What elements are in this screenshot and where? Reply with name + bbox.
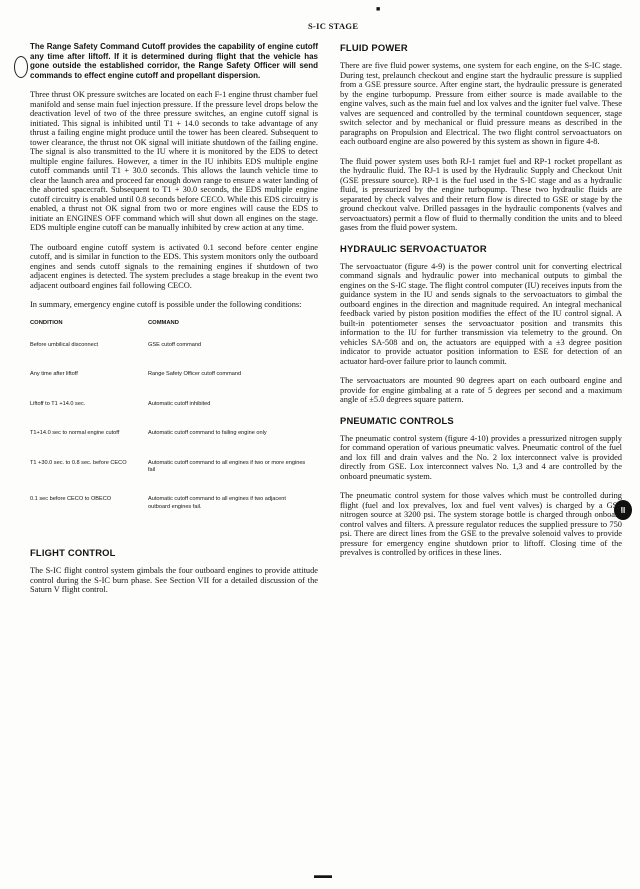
right-column [340, 42, 622, 568]
table-cell-condition: T1 +30.0 sec. to 0.8 sec. before CECO [30, 459, 127, 466]
table-cell-command: Range Safety Officer cutoff command [148, 371, 242, 378]
left-column [30, 42, 318, 605]
footer-mark: ▬▬ [314, 870, 332, 880]
table-cell-command: Automatic cutoff inhibited [148, 400, 211, 407]
table-cell-condition: Before umbilical disconnect [30, 341, 99, 348]
table-cell-condition: T1+14.0 sec to normal engine cutoff [30, 430, 120, 437]
table-cell-command: GSE cutoff command [148, 341, 202, 348]
paragraph-fluid-power-2: The fluid power system uses both RJ-1 ramjet fuel and RP-1 rocket propellant as the hydraulic fluid. The RJ-1 is used by the Hydraulic Supply and Checkout Unit (GSE pressure source). RP-1 is the fuel used in the S-IC stage and as a hydraulic fluid, is pressurized by the engine turbopump. These two hydraulic fluids are separated by check valves and their return flow is directed to GSE or stage by the ground checkout valve. Drilled passages in the hydraulic components (valves and servoactuators) permit a flow of fluid to thermally condition the units and to bleed gases from the fluid power system. [340, 156, 622, 232]
table-cell-condition: 0.1 sec before CECO to OBECO [30, 496, 112, 503]
table-cell-command: Automatic cutoff command to all engines if two or more engines fail [148, 459, 306, 473]
table-row [30, 342, 315, 371]
paragraph-summary: In summary, emergency engine cutoff is possible under the following conditions: [30, 300, 302, 310]
table-cell-command: Automatic cutoff command to all engines if two adjacent outboard engines fail. [148, 496, 286, 510]
table-cell-condition: Any time after liftoff [30, 371, 78, 378]
paragraph-fluid-power-1: There are five fluid power systems, one system for each engine, on the S-IC stage. During test, prelaunch checkout and engine start the hydraulic pressure is supplied from a GSE pressure source. After engine start, the hydraulic pressure is generated by the engine turbopump. Pressure from either source is made available to the engine valves, such as the main fuel and lox valves and the igniter fuel valve. These valves are sequenced and controlled by the terminal countdown sequencer, stage switch selector and by mechanical or fluid pressure means as described in the paragraphs on Propulsion and Electrical. The two flight control servoactuators on each outboard engine are also powered by this system as shown in figure 4-8. [340, 61, 622, 146]
paragraph-outboard-cutoff: The outboard engine cutoff system is activated 0.1 second before center engine cutoff, and is similar in function to the EDS. This system monitors only the outboard engines and sends cutoff signals to the remaining engines if shutdown of two adjacent engines is detected. The system precludes a stage breakup in the event two adjacent outboard engines fail following CECO. [30, 242, 318, 290]
paragraph-pneumatic-2: The pneumatic control system for those valves which must be controlled during flight (fuel and lox prevalves, lox and fuel vent valves) is charged by a GSF nitrogen source at 3200 psi. The system storage bottle is charged through onboard control valves and filters. A pressure regulator reduces the supplied pressure to 750 psi. There are direct lines from the GSE to the prevalve solenoid valves to provide pressure for emergency engine shutdown prior to liftoff. Closing time of the prevalves is controlled by orifices in these lines. [340, 491, 622, 557]
paragraph-thrust-ok: Three thrust OK pressure switches are located on each F-1 engine thrust chamber fuel manifold and sense main fuel injection pressure. If the pressure level drops below the deactivation level of two of the three pressure switches, an engine cutoff signal is initiated. This signal is inhibited until T1 + 14.0 seconds to take advantage of any thrust a failing engine might produce until the tower has been cleared. Subsequent to tower clearance, the thrust not OK signal will initiate shutdown of the failing engine. The signal is also transmitted to the IU where it is monitored by the EDS to detect multiple engine failures. However, a timer in the IU inhibits EDS multiple engine cutoff commands until T1 + 30.0 seconds. This allows the launch vehicle time to clear the launch area and proceed far enough down range to ensure a water landing of the aborted spacecraft. Subsequent to T1 + 30.0 seconds, the EDS multiple engine cutoff circuitry is enabled until 0.8 seconds before CECO. While this EDS circuitry is enabled, a thrust not OK signal from two or more engines will cause the EDS to initiate an ENGINES OFF command which will shut down all engines on the stage. EDS multiple engine cutoff can be manually inhibited by crew action at any time. [30, 90, 318, 233]
heading-hydraulic-servoactuator: HYDRAULIC SERVOACTUATOR [340, 242, 487, 254]
paragraph-hydraulic-1: The servoactuator (figure 4-9) is the power control unit for converting electrical command signals and hydraulic power into mechanical outputs to gimbal the engines on the S-IC stage. The flight control computer (IU) receives inputs from the guidance system in the IU and sends signals to the servoactuators to gimbal the outboard engines in the direction and magnitude required. An integral mechanical feedback varied by piston position modifies the effect of the IU control signal. A built-in potentiometer senses the servoactuator position and transmits this information to the IU for further transmission via telemetry to the ground. On vehicles SA-508 and on, the actuators are equipped with a ±3 degree position indicator to provide actuator position information to ESE for detection of an actuator hard-over failure prior to launch commit. [340, 261, 622, 366]
table-row [30, 496, 315, 533]
table-row [30, 460, 315, 497]
heading-flight-control: FLIGHT CONTROL [30, 547, 116, 559]
table-row [30, 430, 315, 459]
table-row [30, 371, 315, 400]
paragraph-flight-control: The S-IC flight control system gimbals the four outboard engines to provide attitude control during the S-IC burn phase. See Section VII for a detailed discussion of the Saturn V flight control. [30, 566, 318, 595]
top-mark: ■ [376, 6, 381, 13]
paragraph-pneumatic-1: The pneumatic control system (figure 4-10) provides a pressurized nitrogen supply for command operation of various pneumatic valves. Pneumatic control of the fuel and lox fill and drain valves and the No. 2 lox interconnect valve is provided directly from GSE. Lox interconnect valves No. 1,3 and 4 are controlled by the onboard pneumatic system. [340, 433, 622, 481]
table-header-condition: CONDITION [30, 319, 63, 326]
table-row [30, 401, 315, 430]
section-tab-marker: II [614, 500, 632, 520]
cutoff-conditions-table [30, 320, 315, 533]
page-header: S-IC STAGE [308, 21, 359, 31]
table-header-row [30, 320, 315, 342]
binder-hole-icon [14, 56, 28, 78]
heading-fluid-power: FLUID POWER [340, 42, 408, 53]
table-cell-condition: Liftoff to T1 +14.0 sec. [30, 400, 86, 407]
paragraph-range-safety: The Range Safety Command Cutoff provides the capability of engine cutoff any time after liftoff. If it is determined during flight that the vehicle has gone outside the established corridor, the Range Safety Officer will send commands to effect engine cutoff and propellant dispersion. [30, 42, 318, 80]
table-header-command: COMMAND [148, 319, 179, 326]
heading-pneumatic-controls: PNEUMATIC CONTROLS [340, 414, 454, 426]
paragraph-hydraulic-2: The servoactuators are mounted 90 degrees apart on each outboard engine and provide for engine gimbaling at a rate of 5 degrees per second and a maximum angle of ±5.0 degrees square pattern. [340, 376, 622, 404]
table-cell-command: Automatic cutoff command to failing engine only [148, 430, 267, 437]
